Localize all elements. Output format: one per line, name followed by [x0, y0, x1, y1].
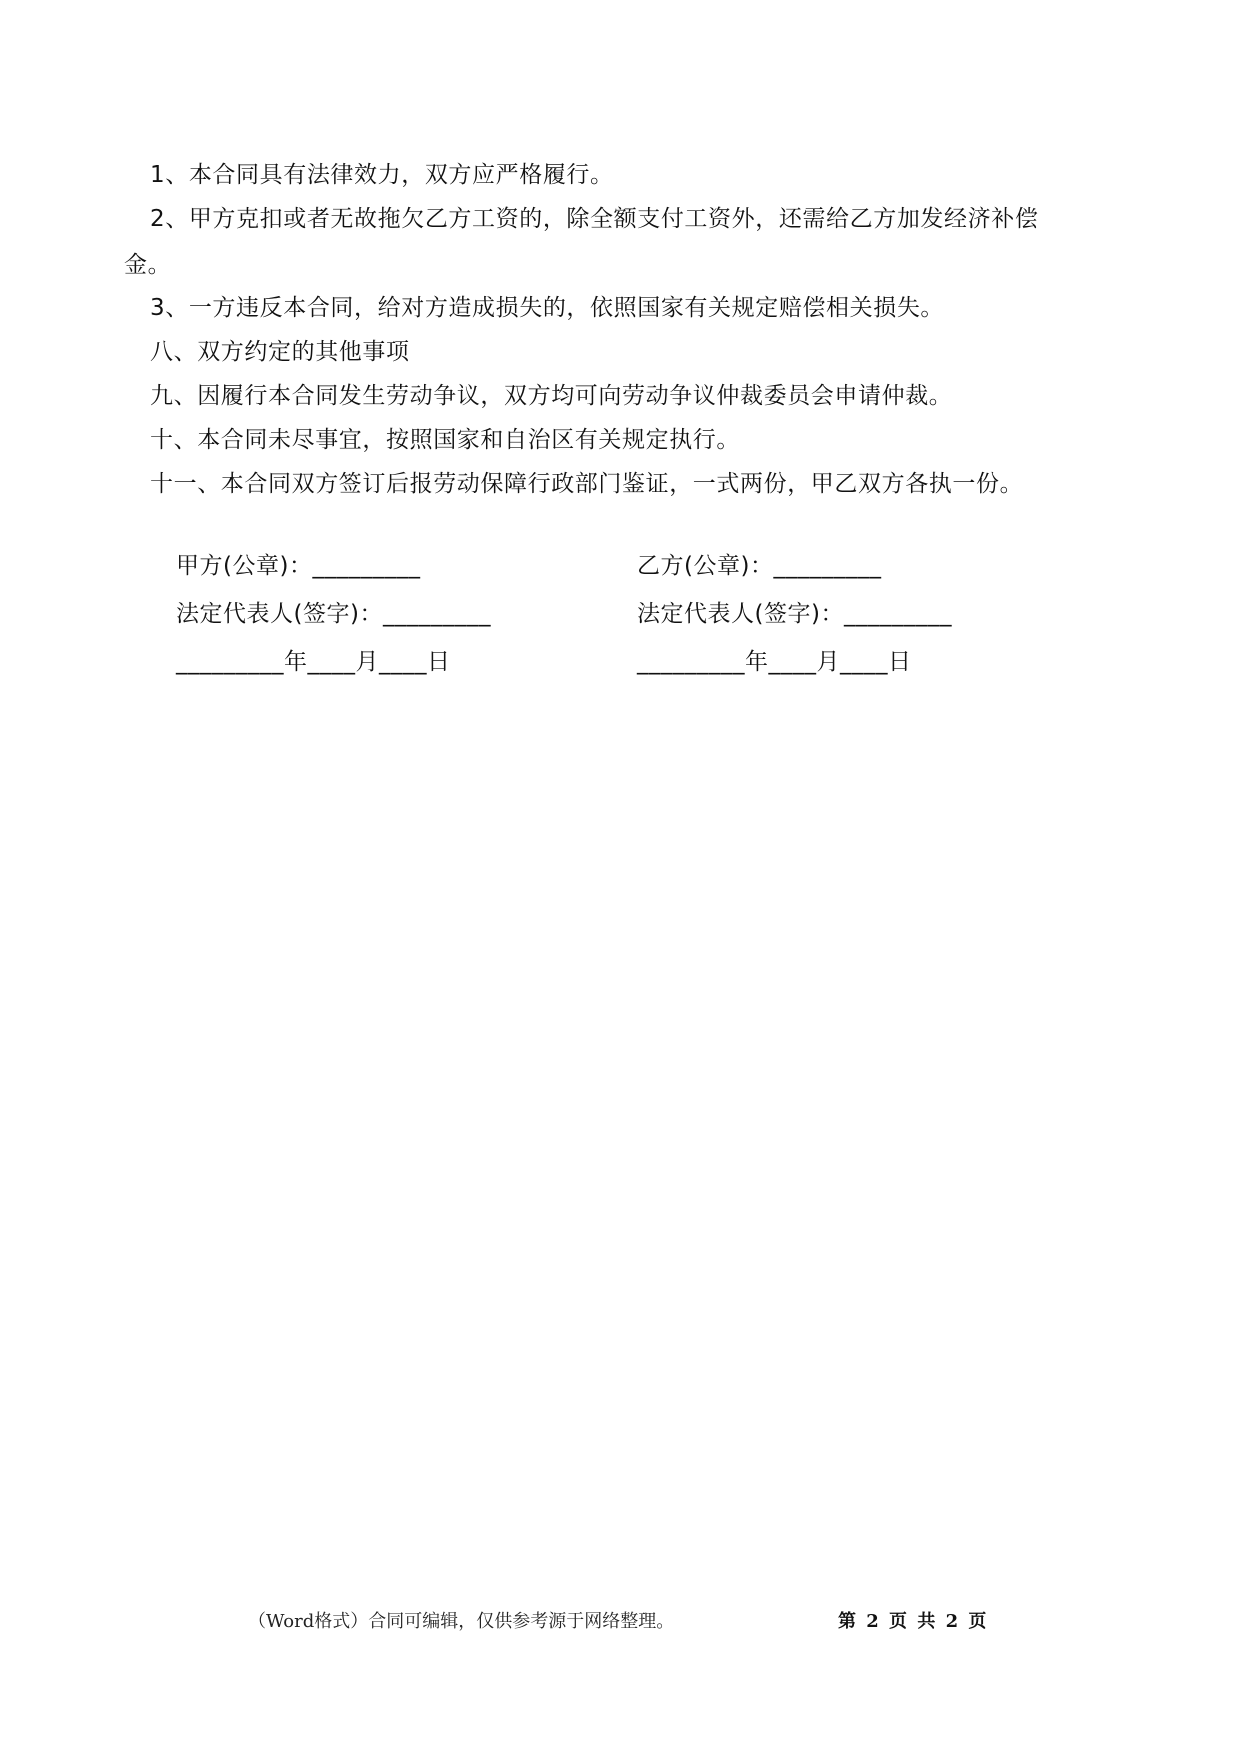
clause-1: 1、本合同具有法律效力，双方应严格履行。: [150, 162, 614, 188]
footer-note: （Word格式）合同可编辑，仅供参考源于网络整理。: [248, 1611, 675, 1632]
party-a-seal-line: 甲方(公章)：_________: [176, 553, 421, 579]
section-9: 九、因履行本合同发生劳动争议，双方均可向劳动争议仲裁委员会申请仲裁。: [150, 383, 953, 409]
party-a-representative-line: 法定代表人(签字)：_________: [176, 601, 491, 627]
page-number: 第 2 页 共 2 页: [838, 1611, 987, 1632]
section-11: 十一、本合同双方签订后报劳动保障行政部门鉴证，一式两份，甲乙双方各执一份。: [150, 471, 1024, 497]
section-8-heading: 八、双方约定的其他事项: [150, 339, 410, 365]
party-b-representative-line: 法定代表人(签字)：_________: [637, 601, 952, 627]
party-a-date-line: _________年____月____日: [176, 649, 451, 675]
section-10: 十、本合同未尽事宜，按照国家和自治区有关规定执行。: [150, 427, 740, 453]
clause-2: 2、甲方克扣或者无故拖欠乙方工资的，除全额支付工资外，还需给乙方加发经济补偿金。: [124, 206, 1039, 278]
party-b-date-line: _________年____月____日: [637, 649, 912, 675]
party-b-seal-line: 乙方(公章)：_________: [637, 553, 882, 579]
clause-3: 3、一方违反本合同，给对方造成损失的，依照国家有关规定赔偿相关损失。: [150, 295, 945, 321]
